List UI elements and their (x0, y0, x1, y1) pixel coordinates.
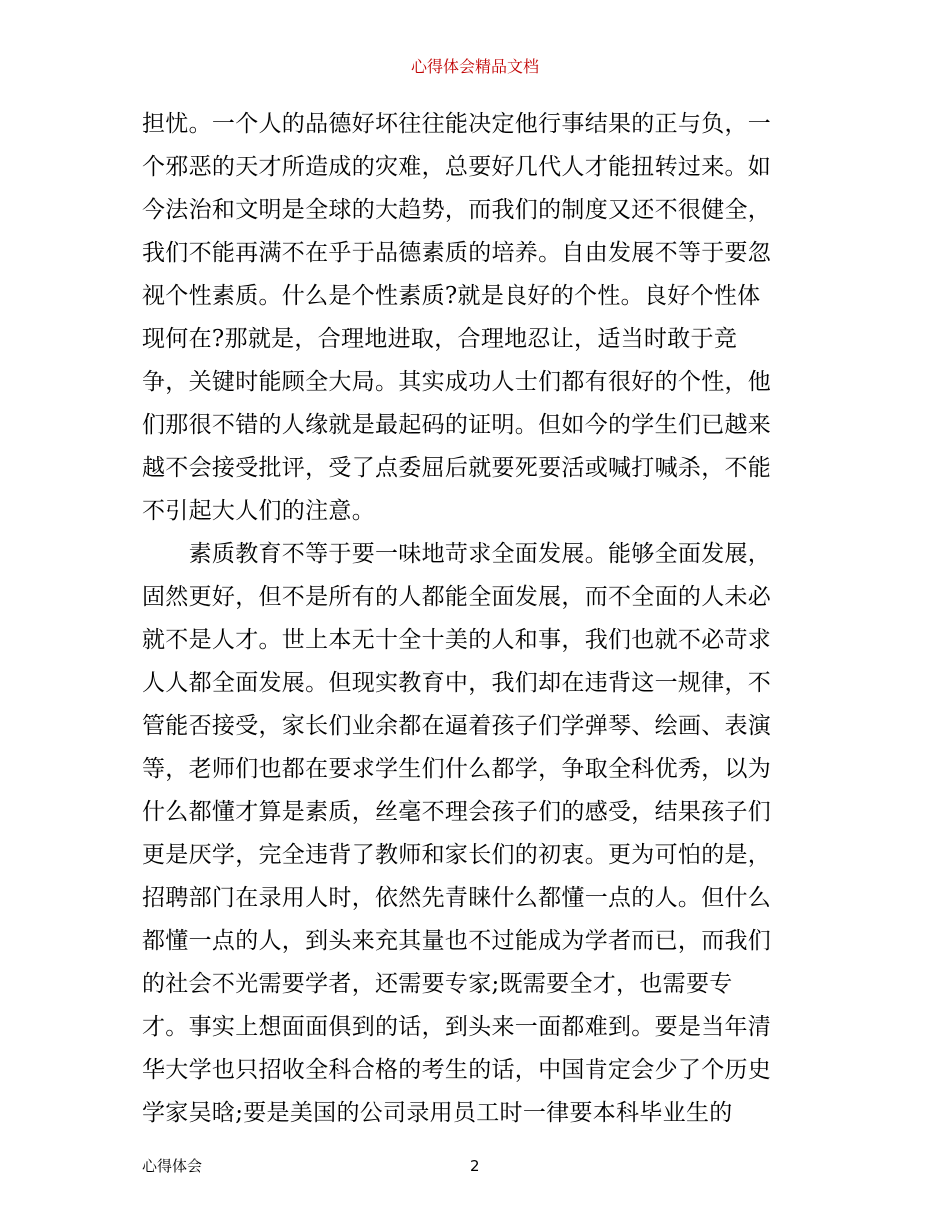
text-line: 的社会不光需要学者，还需要专家;既需要全才，也需要专 (142, 971, 733, 997)
text-line: 现何在?那就是，合理地进取，合理地忍让，适当时敢于竞 (142, 326, 738, 352)
text-line: 人人都全面发展。但现实教育中，我们却在违背这一规律，不 (142, 670, 772, 696)
text-line: 就不是人才。世上本无十全十美的人和事，我们也就不必苛求 (142, 627, 772, 653)
footer-label: 心得体会 (142, 1157, 203, 1175)
text-line: 固然更好，但不是所有的人都能全面发展，而不全面的人未必 (142, 584, 772, 610)
text-line: 视个性素质。什么是个性素质?就是良好的个性。良好个性体 (142, 283, 761, 309)
text-line: 们那很不错的人缘就是最起码的证明。但如今的学生们已越来 (142, 412, 772, 438)
page-header-title: 心得体会精品文档 (410, 57, 539, 76)
text-line: 今法治和文明是全球的大趋势，而我们的制度又还不很健全， (142, 197, 772, 223)
text-line: 我们不能再满不在乎于品德素质的培养。自由发展不等于要忽 (142, 240, 772, 266)
text-line: 华大学也只招收全科合格的考生的话，中国肯定会少了个历史 (142, 1057, 772, 1083)
page-number: 2 (470, 1157, 480, 1175)
text-line: 更是厌学，完全违背了教师和家长们的初衷。更为可怕的是， (142, 842, 772, 868)
text-line: 不引起大人们的注意。 (142, 498, 375, 524)
text-line: 争，关键时能顾全大局。其实成功人士们都有很好的个性，他 (142, 369, 772, 395)
text-line: 等，老师们也都在要求学生们什么都学，争取全科优秀，以为 (142, 756, 772, 782)
text-line: 学家吴晗;要是美国的公司录用员工时一律要本科毕业生的 (142, 1100, 733, 1126)
document-body (142, 103, 814, 1135)
text-line: 什么都懂才算是素质，丝毫不理会孩子们的感受，结果孩子们 (142, 799, 772, 825)
text-line: 担忧。一个人的品德好坏往往能决定他行事结果的正与负，一 (142, 111, 772, 137)
text-line: 个邪恶的天才所造成的灾难，总要好几代人才能扭转过来。如 (142, 154, 772, 180)
text-line: 招聘部门在录用人时，依然先青睐什么都懂一点的人。但什么 (142, 885, 772, 911)
text-line: 才。事实上想面面俱到的话，到头来一面都难到。要是当年清 (142, 1014, 772, 1040)
text-line: 越不会接受批评，受了点委屈后就要死要活或喊打喊杀，不能 (142, 455, 772, 481)
text-line: 管能否接受，家长们业余都在逼着孩子们学弹琴、绘画、表演 (142, 713, 772, 739)
text-line: 素质教育不等于要一味地苛求全面发展。能够全面发展， (142, 541, 772, 567)
text-line: 都懂一点的人，到头来充其量也不过能成为学者而已，而我们 (142, 928, 772, 954)
